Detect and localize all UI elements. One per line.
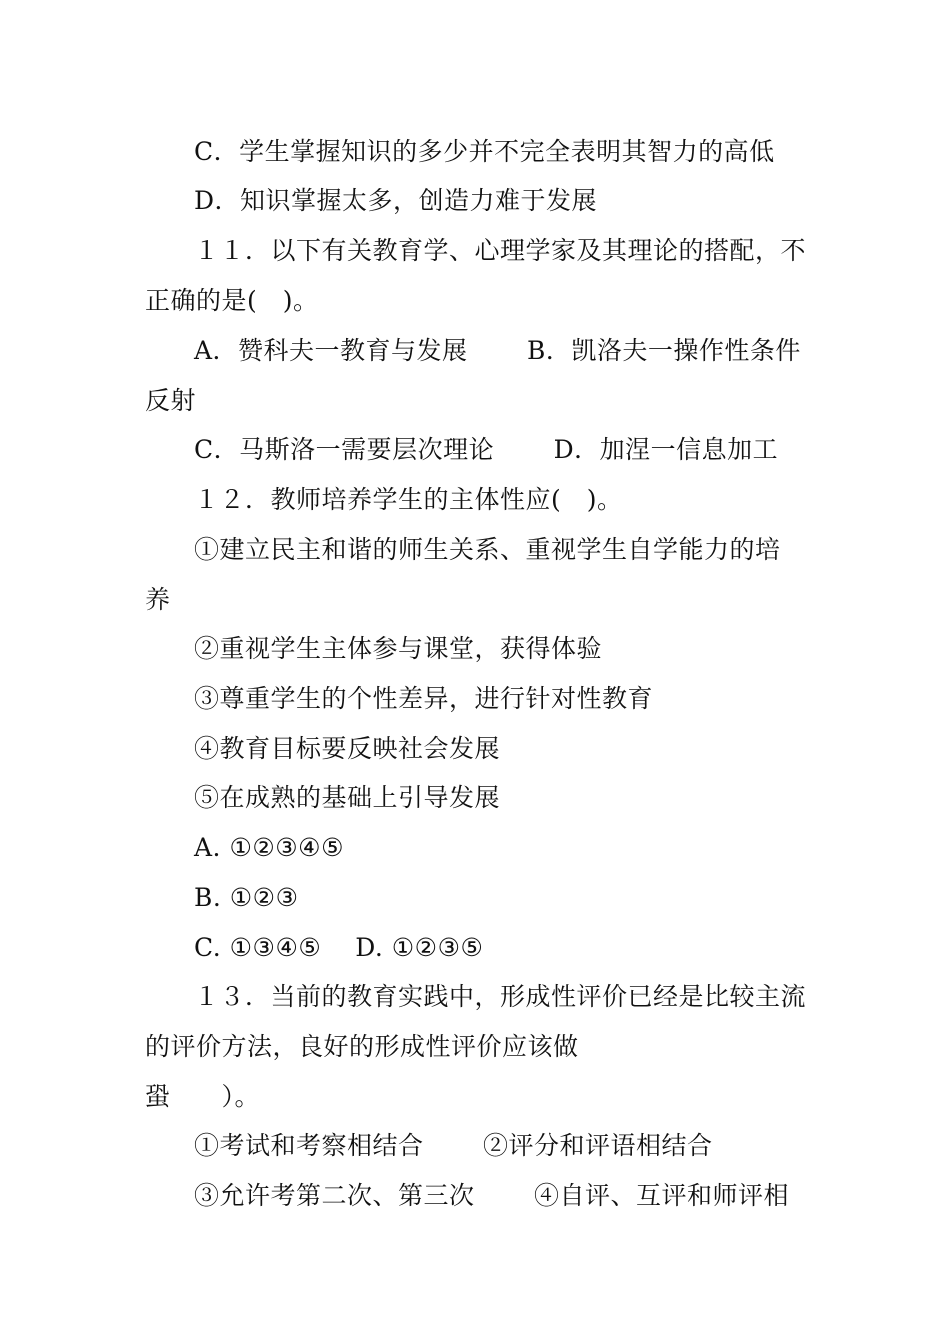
items-34-q13: ③允许考第二次、第三次 ④自评、互评和师评相: [194, 1181, 789, 1210]
item-3-q12: ③尊重学生的个性差异，进行针对性教育: [194, 684, 654, 713]
question-13-end: 蛩 ）。: [145, 1082, 261, 1111]
options-cd-q12: C. ①③④⑤ D. ①②③⑤: [194, 933, 484, 962]
option-b-q12: B. ①②③: [194, 883, 299, 912]
question-11-continued: 正确的是( )。: [145, 286, 319, 315]
option-a-q12: A. ①②③④⑤: [194, 833, 345, 862]
question-13: １３．当前的教育实践中，形成性评价已经是比较主流: [194, 982, 807, 1011]
item-4-q12: ④教育目标要反映社会发展: [194, 734, 501, 763]
option-d-q10: D．知识掌握太多，创造力难于发展: [194, 186, 598, 215]
options-ab-q11: A．赞科夫一教育与发展 B．凯洛夫一操作性条件: [194, 336, 801, 365]
question-13-continued: 的评价方法，良好的形成性评价应该做: [145, 1032, 579, 1061]
question-11: １１．以下有关教育学、心理学家及其理论的搭配，不: [194, 236, 807, 265]
options-cd-q11: C．马斯洛一需要层次理论 D．加涅一信息加工: [194, 435, 779, 464]
item-5-q12: ⑤在成熟的基础上引导发展: [194, 783, 501, 812]
options-ab-q11-continued: 反射: [145, 386, 197, 415]
item-2-q12: ②重视学生主体参与课堂，获得体验: [194, 634, 603, 663]
option-c-q10: C．学生掌握知识的多少并不完全表明其智力的高低: [194, 137, 775, 166]
item-1-q12-continued: 养: [145, 585, 171, 614]
question-12: １２．教师培养学生的主体性应( )。: [194, 485, 623, 514]
item-1-q12: ①建立民主和谐的师生关系、重视学生自学能力的培: [194, 535, 781, 564]
items-12-q13: ①考试和考察相结合 ②评分和评语相结合: [194, 1131, 713, 1160]
